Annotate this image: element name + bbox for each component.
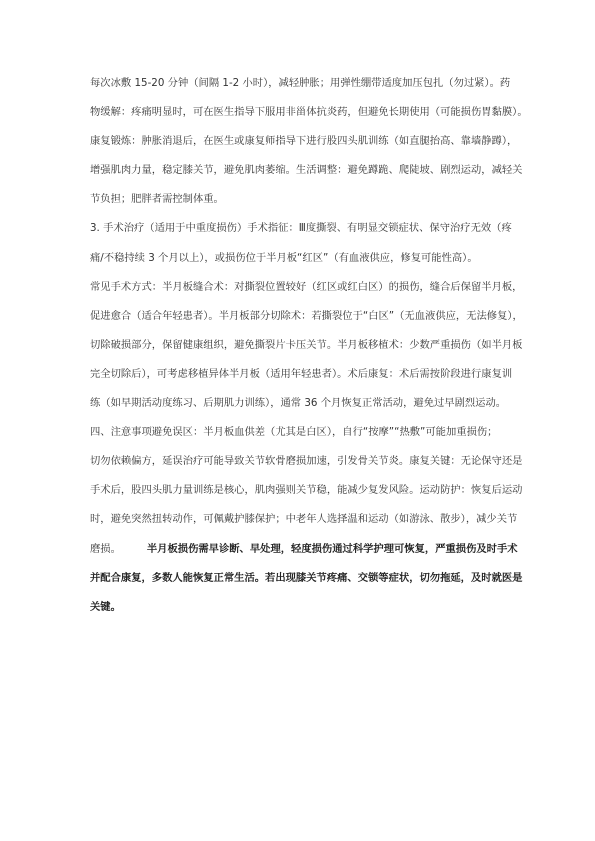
text-line: 完全切除后），可考虑移植异体半月板（适用年轻患者）。术后康复：术后需按阶段进行康复训: [90, 367, 513, 380]
text-line: 节负担；肥胖者需控制体重。: [90, 193, 224, 206]
text-line: 3. 手术治疗（适用于中重度损伤）手术指征：Ⅲ度撕裂、有明显交锁症状、保守治疗无效（疼: [90, 222, 512, 235]
document-body: [90, 73, 528, 626]
text-line: 练（如早期活动度练习、后期肌力训练），通常 36 个月恢复正常活动，避免过早剧烈运动。: [90, 397, 507, 410]
mixed-text-line: [90, 539, 518, 560]
summary-bold-line: 并配合康复，多数人能恢复正常生活。若出现膝关节疼痛、交锁等症状，切勿拖延，及时就医是: [90, 571, 523, 584]
text-line: 常见手术方式：半月板缝合术：对撕裂位置较好（红区或红白区）的损伤，缝合后保留半月板，: [90, 280, 523, 293]
text-line: 增强肌肉力量，稳定膝关节，避免肌肉萎缩。生活调整：避免蹲跪、爬陡坡、剧烈运动，减轻关: [90, 164, 523, 177]
text-segment: 磨损。: [90, 542, 121, 555]
summary-bold-text: 半月板损伤需早诊断、早处理，轻度损伤通过科学护理可恢复，严重损伤及时手术: [146, 542, 518, 555]
text-line: 四、注意事项避免误区：半月板血供差（尤其是白区），自行“按摩”“热敷”可能加重损伤；: [90, 426, 498, 439]
text-line: 物缓解：疼痛明显时，可在医生指导下服用非甾体抗炎药，但避免长期使用（可能损伤胃黏膜）。: [90, 106, 528, 119]
text-line: 时，避免突然扭转动作，可佩戴护膝保护；中老年人选择温和运动（如游泳、散步），减少关节: [90, 513, 518, 526]
text-line: 切除破损部分，保留健康组织，避免撕裂片卡压关节。半月板移植术：少数严重损伤（如半月板: [90, 338, 523, 351]
text-line: 促进愈合（适合年轻患者）。半月板部分切除术：若撕裂位于“白区”（无血液供应，无法修复），: [90, 309, 523, 322]
text-line: 手术后，股四头肌力量训练是核心，肌肉强则关节稳，能减少复发风险。运动防护：恢复后运动: [90, 484, 523, 497]
text-line: 痛/不稳持续 3 个月以上），或损伤位于半月板“红区”（有血液供应，修复可能性高）。: [90, 251, 478, 264]
text-line: 每次冰敷 15-20 分钟（间隔 1-2 小时），减轻肿胀；用弹性绷带适度加压包扎（勿过紧）。药: [90, 77, 511, 89]
text-line: 切勿依赖偏方，延误治疗可能导致关节软骨磨损加速，引发骨关节炎。康复关键：无论保守还是: [90, 455, 523, 468]
summary-bold-line: 关键。: [90, 600, 121, 613]
text-line: 康复锻炼：肿胀消退后，在医生或康复师指导下进行股四头肌训练（如直腿抬高、靠墙静蹲），: [90, 135, 518, 148]
